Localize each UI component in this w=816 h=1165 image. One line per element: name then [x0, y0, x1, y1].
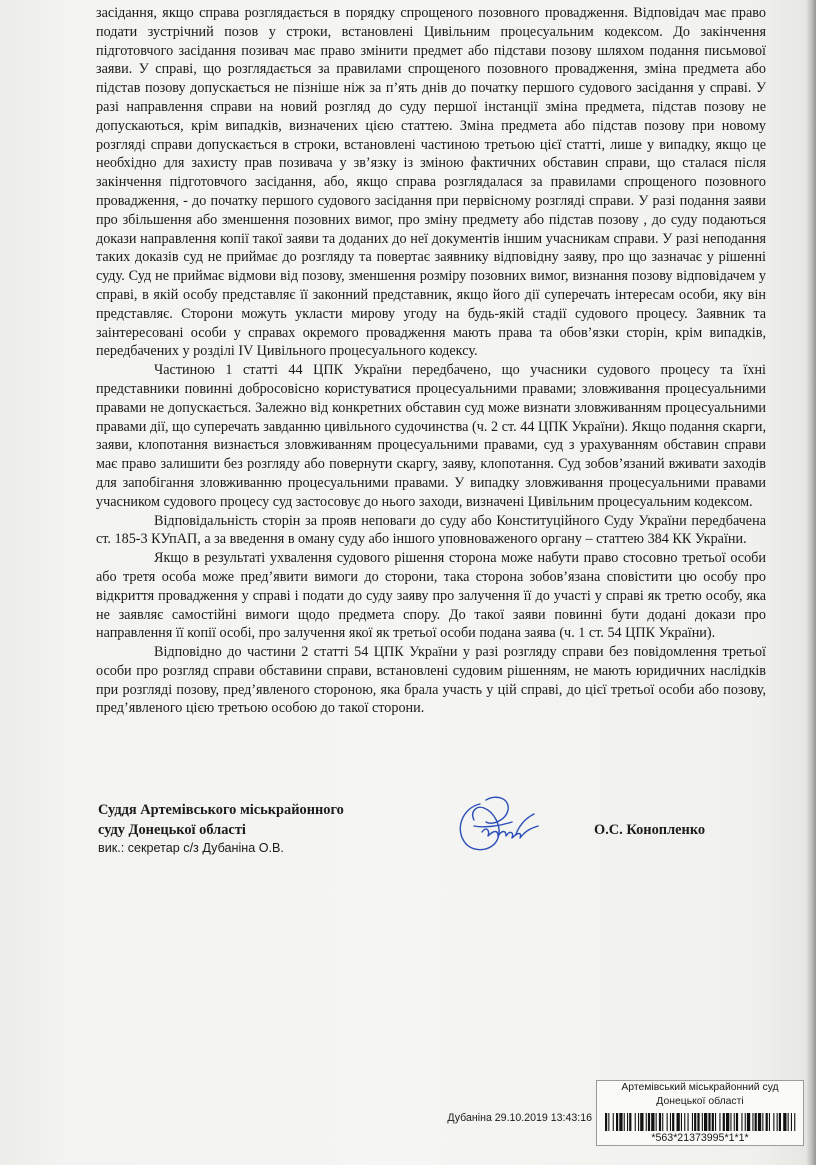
paragraph-continuation: засідання, якщо справа розглядається в порядку спрощеного позовного провадження. Відповідач має право подати зустрічний позов у строки, встановлені Цивільним процесуальним кодексом. До закінчення підготовчого засідання позивач має право змінити предмет або підстави позову шляхом подання письмової заяви. У справі, що розглядається за правилами спрощеного позовного провадження, зміна предмета або підстав позову допускається не пізніше ніж за п’ять днів до початку першого судового засідання у справі. У разі направлення справи на новий розгляд до суду першої інстанції зміна предмета, підстав позову не допускаються, крім випадків, визначених цією статтею. Зміна предмета або підстав позову при новому розгляді справи допускається в строки, встановлені частиною третьою цієї статті, лише у випадку, якщо це необхідно для захисту прав позивача у зв’язку із зміною фактичних обставин справи, що сталася після закінчення підготовчого засідання, або, якщо справа розглядалася за правилами спрощеного позовного провадження, - до початку першого судового засідання при первісному розгляді справи. У разі подання заяви про збільшення або зменшення позовних вимог, про зміну предмету або підстав позову , до суду подаються докази направлення копії такої заяви та доданих до неї документів іншим учасникам справи. У разі неподання таких доказів суд не приймає до розгляду та повертає заявнику відповідну заяву, про що зазначає у рішенні суду. Суд не приймає відмови від позову, зменшення розміру позовних вимог, визнання позову відповідачем у справі, в якій особу представляє її законний представник, якщо його дії суперечать інтересам особи, яку він представляє. Сторони можуть укласти мирову угоду на будь-якій стадії судового процесу. Заявник та заінтересовані особи у справах окремого провадження мають права та обов’язки сторін, крім випадків, передбачених у розділі IV Цивільного процесуального кодексу.	[96, 5, 766, 360]
paragraph-article-54: Відповідно до частини 2 статті 54 ЦПК України у разі розгляду справи без повідомлення третьої особи про розгляд справи обставини справи, встановлені судовим рішенням, не мають юридичних наслідків при розгляді позову, пред’явленого стороною, яка брала участь у цій справі, до цієї третьої особи або позову, пред’явленого цією третьою особою до такої сторони.	[96, 644, 766, 717]
judge-name: О.С. Конопленко	[594, 822, 706, 838]
paragraph-article-44: Частиною 1 статті 44 ЦПК України передбачено, що учасники судового процесу та їхні представники повинні добросовісно користуватися процесуальними правами; зловживання процесуальними правами не допускається. Залежно від конкретних обставин суд може визнати зловживанням процесуальними правами дії, що суперечать завданню цивільного судочинства (ч. 2 ст. 44 ЦПК України). Якщо подання скарги, заяви, клопотання визнається зловживанням процесуальними правами, суд з урахуванням обставин справи має право залишити без розгляду або повернути скаргу, заяву, клопотання. Суд зобов’язаний вживати заходів для запобігання зловживанню процесуальними правами. У випадку зловживання процесуальними правами учасником судового процесу суд застосовує до нього заходи, визначені Цивільним процесуальним кодексом.	[96, 362, 766, 510]
signature-block	[98, 800, 778, 870]
registration-stamp	[426, 1080, 804, 1152]
handwritten-signature-icon	[450, 786, 546, 858]
barcode-number: *563*21373995*1*1*	[596, 1132, 804, 1146]
stamp-user-timestamp: Дубаніна 29.10.2019 13:43:16	[447, 1112, 592, 1124]
paragraph-liability: Відповідальність сторін за прояв неповаги до суду або Конституційного Суду України передбачена ст. 185-3 КУпАП, а за введення в оману суду або іншого уповноваженого органу – статтею 384 КК України.	[96, 512, 766, 548]
court-name-line1: Артемівський міськрайонний суд	[621, 1082, 779, 1093]
paragraph-third-party: Якщо в результаті ухвалення судового рішення сторона може набути право стосовно третьої особи або третя особа може пред’явити вимоги до сторони, така сторона зобов’язана сповістити цю особу про відкриття провадження у справі і подати до суду заяву про залучення її до участі у справі як третю особу, яка не заявляє самостійні вимоги щодо предмета спору. До такої заяви повинні бути додані докази про направлення її копії особі, про залучення якої як третьої особи подана заява (ч. 1 ст. 54 ЦПК України).	[96, 550, 766, 642]
scan-edge-shadow	[806, 0, 816, 1165]
barcode-icon	[596, 1112, 804, 1132]
document-body	[96, 4, 766, 718]
executor-note: вик.: секретар с/з Дубаніна О.В.	[98, 841, 284, 855]
court-name-line2: Донецької області	[656, 1096, 744, 1107]
judge-title: Суддя Артемівського міськрайонного суду Донецької області	[98, 802, 344, 838]
court-name-box	[596, 1080, 804, 1113]
